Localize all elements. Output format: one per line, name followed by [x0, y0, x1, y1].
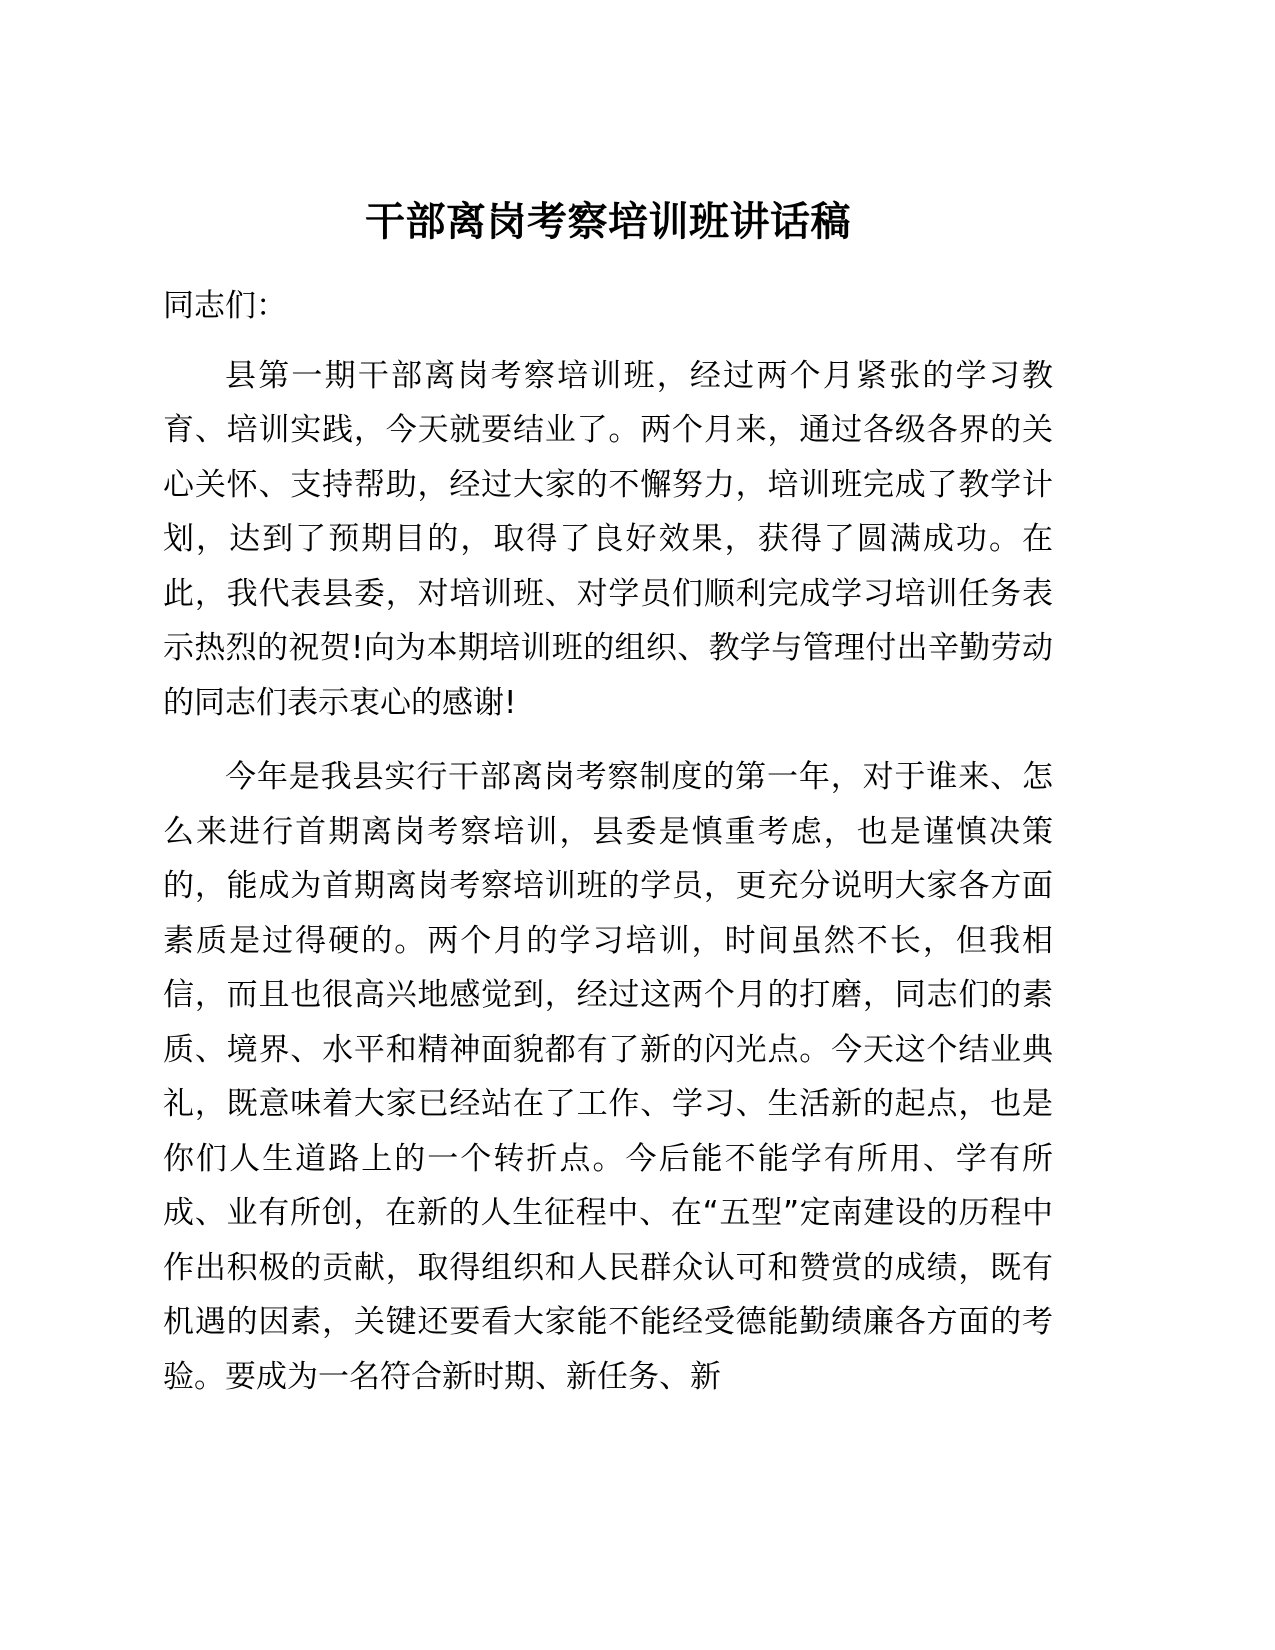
salutation-line: 同志们： — [163, 288, 287, 324]
page-title: 干部离岗考察培训班讲话稿 — [365, 199, 851, 245]
body-paragraph-2: 今年是我县实行干部离岗考察制度的第一年，对于谁来、怎么来进行首期离岗考察培训，县委是慎重考虑，也是谨慎决策的，能成为首期离岗考察培训班的学员，更充分说明大家各方面素质是过得硬的。两个月的学习培训，时间虽然不长，但我相信，而且也很高兴地感觉到，经过这两个月的打磨，同志们的素质、境界、水平和精神面貌都有了新的闪光点。今天这个结业典礼，既意味着大家已经站在了工作、学习、生活新的起点，也是你们人生道路上的一个转折点。今后能不能学有所用、学有所成、业有所创，在新的人生征程中、在“五型”定南建设的历程中作出积极的贡献，取得组织和人民群众认可和赞赏的成绩，既有机遇的因素，关键还要看大家能不能经受德能勤绩廉各方面的考验。要成为一名符合新时期、新任务、新 — [163, 759, 1053, 1395]
body-paragraph-1: 县第一期干部离岗考察培训班，经过两个月紧张的学习教育、培训实践，今天就要结业了。两个月来，通过各级各界的关心关怀、支持帮助，经过大家的不懈努力，培训班完成了教学计划，达到了预期目的，取得了良好效果，获得了圆满成功。在此，我代表县委，对培训班、对学员们顺利完成学习培训任务表示热烈的祝贺!向为本期培训班的组织、教学与管理付出辛勤劳动的同志们表示衷心的感谢! — [163, 357, 1053, 721]
document-content — [163, 0, 1053, 1404]
